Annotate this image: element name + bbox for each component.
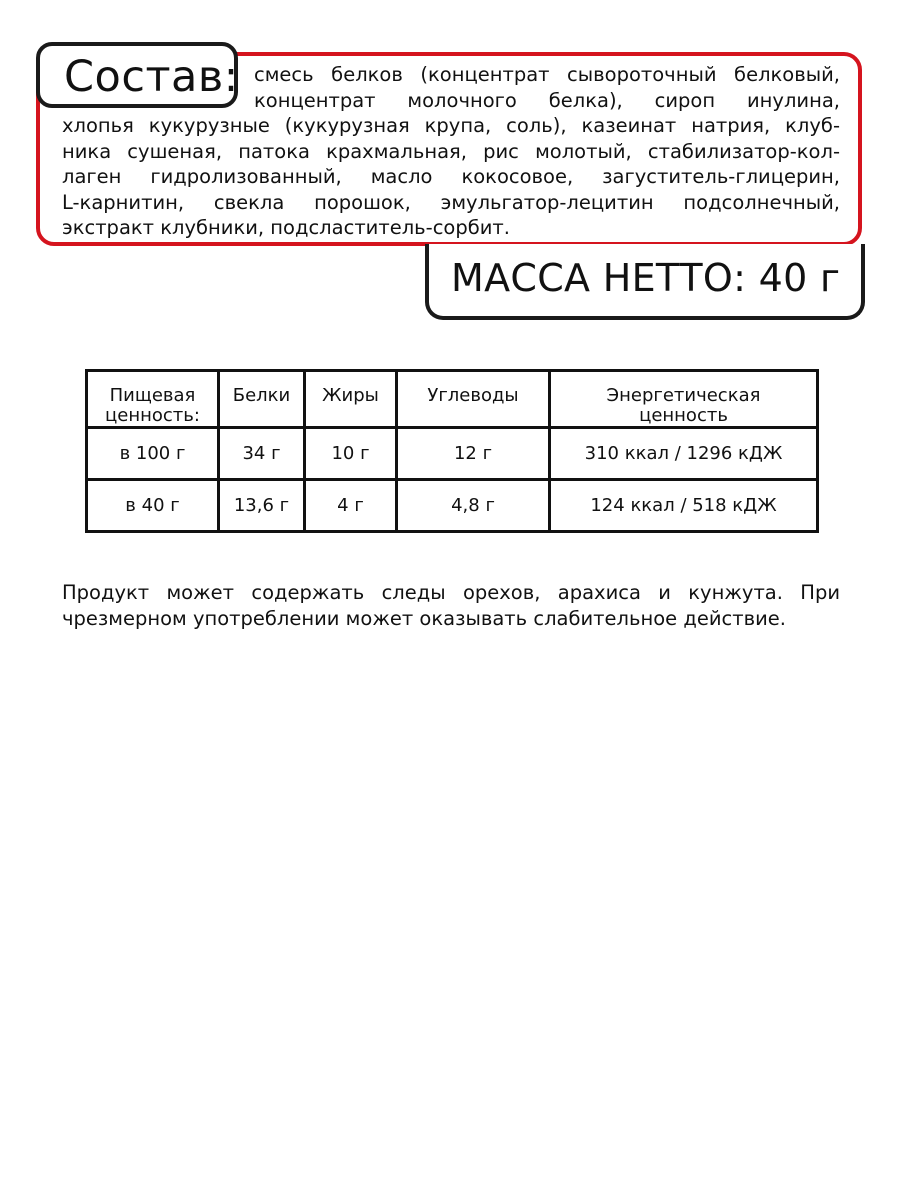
carbs-value: 4,8 г [397,480,550,532]
nutrition-header-label [87,371,219,428]
composition-line-3: хлопья кукурузные (кукурузная крупа, соль), казеинат натрия, клуб- [62,114,840,137]
composition-line-5: лаген гидролизованный, масло кокосовое, загуститель-глицерин, [62,165,840,188]
nutrition-header-label-line2: ценность: [105,405,200,426]
fat-value: 4 г [305,480,397,532]
nutrition-header-fat: Жиры [305,371,397,428]
row-label: в 40 г [87,480,219,532]
table-row [87,480,818,532]
table-row [87,428,818,480]
nutrition-header-energy [550,371,818,428]
composition-text [62,62,840,241]
nutrition-table [85,369,819,533]
allergen-warning: Продукт может содержать следы орехов, арахиса и кунжута. При чрезмерном употреблении может оказывать слабительное действие. [62,581,840,630]
nutrition-header-energy-line1: Энергетическая [606,385,761,406]
composition-title: Состав: [64,52,239,102]
energy-value: 310 ккал / 1296 кДЖ [550,428,818,480]
composition-line-4: ника сушеная, патока крахмальная, рис молотый, стабилизатор-кол- [62,139,840,163]
fat-value: 10 г [305,428,397,480]
protein-value: 34 г [219,428,305,480]
protein-value: 13,6 г [219,480,305,532]
nutrition-header-energy-line2: ценность [639,405,728,426]
carbs-value: 12 г [397,428,550,480]
net-mass-text: МАССА НЕТТО: 40 г [451,256,841,300]
net-mass-box [425,244,865,320]
row-label: в 100 г [87,428,219,480]
nutrition-header-label-line1: Пищевая [109,385,196,406]
composition-line-6: L-карнитин, свекла порошок, эмульгатор-лецитин подсолнечный, [62,190,840,214]
composition-line-7: экстракт клубники, подсластитель-сорбит. [62,216,510,239]
nutrition-header-row [87,371,818,428]
composition-line-1: смесь белков (концентрат сывороточный белковый, [254,63,840,86]
energy-value: 124 ккал / 518 кДЖ [550,480,818,532]
nutrition-header-protein: Белки [219,371,305,428]
composition-line-2: концентрат молочного белка), сироп инулина, [254,88,840,112]
nutrition-header-carbs: Углеводы [397,371,550,428]
